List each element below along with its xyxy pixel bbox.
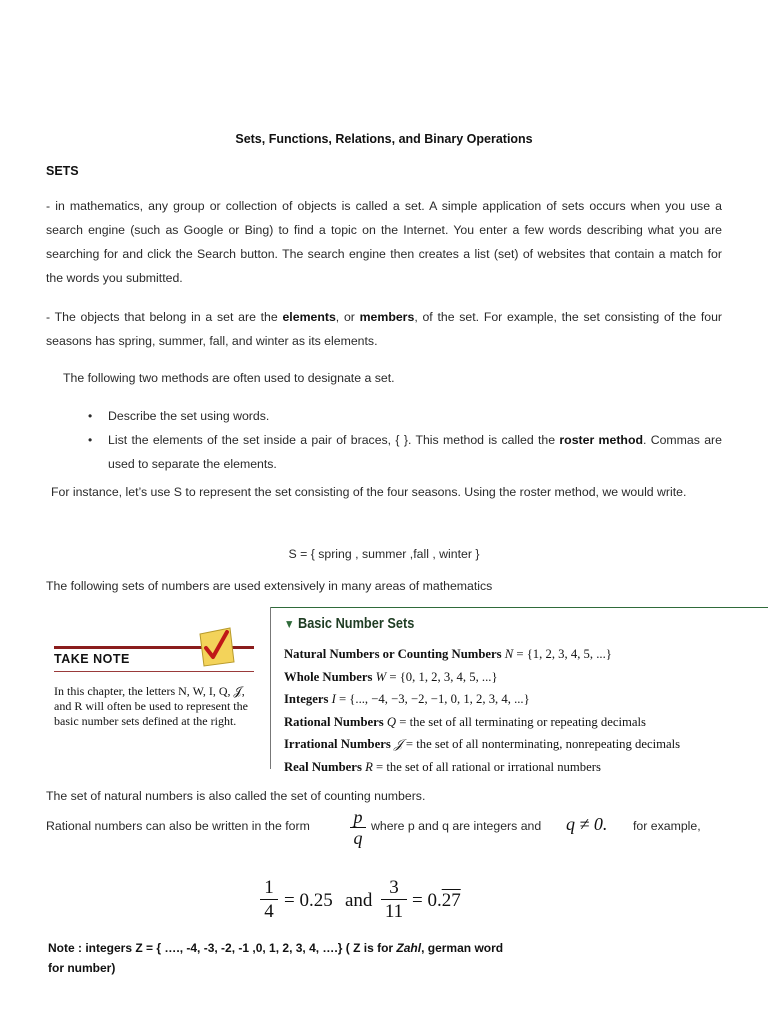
and-word: and (345, 890, 373, 911)
take-note-divider (54, 671, 254, 672)
set-symbol: I (331, 692, 336, 706)
fraction-denominator: 11 (384, 901, 404, 922)
bullet-icon: • (88, 409, 93, 423)
q-not-zero: q ≠ 0. (566, 814, 608, 834)
term-members: members (359, 310, 415, 324)
methods-list (88, 404, 722, 476)
number-sets-title-text: Basic Number Sets (297, 616, 415, 632)
set-name: Irrational Numbers (284, 737, 391, 751)
bullet-icon: • (88, 433, 93, 447)
list-item (284, 688, 754, 711)
set-name: Integers (284, 692, 329, 706)
text-segment: - The objects that belong in a set are the (46, 310, 283, 324)
fraction-denominator: 4 (264, 901, 274, 922)
text-segment: , or (335, 310, 360, 324)
set-definition: = {..., −4, −3, −2, −1, 0, 1, 2, 3, 4, ...} (335, 692, 530, 706)
set-symbol: Q (386, 714, 397, 729)
fraction-numerator: 3 (389, 877, 399, 898)
paragraph-counting: The set of natural numbers is also called the set of counting numbers. (46, 789, 426, 803)
set-symbol: 𝒥 (393, 737, 403, 751)
fraction-denominator: q (353, 828, 363, 848)
fraction-numerator: p (353, 807, 363, 827)
number-sets-list (284, 643, 754, 778)
list-item (284, 711, 754, 734)
list-item (284, 643, 754, 666)
repeating-digits: 27 (441, 890, 461, 911)
paragraph-elements (46, 305, 722, 353)
set-name: Whole Numbers (284, 669, 373, 684)
set-definition: = {0, 1, 2, 3, 4, 5, ...} (386, 669, 498, 684)
section-heading: SETS (46, 164, 79, 178)
set-symbol: W (375, 669, 387, 684)
set-definition: = the set of all terminating or repeating decimals (396, 714, 646, 729)
fraction-bar (381, 899, 407, 900)
take-note-body: In this chapter, the letters N, W, I, Q, 𝒥, and R will often be used to represent the basic number sets defined at the right. (54, 684, 248, 728)
triangle-down-icon: ▼ (284, 617, 295, 631)
fraction-numerator: 1 (264, 877, 274, 898)
set-symbol: R (365, 759, 373, 774)
list-item (88, 404, 722, 428)
paragraph-number-sets: The following sets of numbers are used extensively in many areas of mathematics (46, 579, 493, 593)
fraction-one-quarter (260, 877, 278, 922)
note-zahl: Zahl (396, 941, 422, 955)
paragraph-definition: - in mathematics, any group or collection of objects is called a set. A simple application of sets occurs when you use a search engine (such as Google or Bing) to find a topic on the Internet. You enter a few words describing what you are searching for and click the Search button. The search engine then creates a list (set) of websites that contain a match for the words you submitted. (46, 199, 722, 285)
roster-example: S = { spring , summer ,fall , winter } (288, 547, 480, 561)
fraction-p-over-q (350, 808, 366, 847)
term-roster-method: roster method (559, 433, 643, 447)
integers-note (48, 938, 518, 978)
fraction-bar (260, 899, 278, 900)
paragraph-methods: The following two methods are often used to designate a set. (63, 371, 395, 385)
set-definition: = the set of all rational or irrational numbers (372, 759, 601, 774)
note-text: Note : integers Z = { …., -4, -3, -2, -1 ,0, 1, 2, 3, 4, ….} ( Z is for (48, 941, 397, 955)
page-title: Sets, Functions, Relations, and Binary Operations (235, 132, 533, 146)
number-sets-left-border (270, 607, 271, 769)
decimal-prefix: = 0. (412, 890, 442, 911)
set-name: Real Numbers (284, 759, 362, 774)
list-item (88, 428, 722, 476)
set-definition: = {1, 2, 3, 4, 5, ...} (513, 647, 612, 661)
decimal-value-1: = 0.25 (284, 890, 333, 911)
fraction-three-elevenths (381, 877, 407, 922)
rational-text-2: where p and q are integers and (371, 819, 542, 833)
set-name: Natural Numbers or Counting Numbers (284, 647, 502, 661)
text-segment: , of the set. For example, the set consisting of the four seasons has spring, summer, fall, and winter as its elements. (46, 310, 723, 348)
rational-text-3: for example, (633, 819, 701, 833)
set-symbol: N (504, 647, 514, 661)
list-item-text: . Commas are used to separate the elements. (108, 433, 722, 471)
paragraph-instance: For instance, let’s use S to represent the set consisting of the four seasons. Using the roster method, we would write. (51, 485, 687, 499)
rational-text-1: Rational numbers can also be written in the form (46, 819, 310, 833)
list-item (284, 756, 754, 779)
note-text: , german word for number) (48, 941, 504, 975)
take-note-title: TAKE NOTE (54, 652, 130, 666)
number-sets-top-border (270, 607, 768, 608)
checkmark-icon (196, 626, 236, 668)
number-sets-title (284, 616, 414, 632)
list-item-text: List the elements of the set inside a pair of braces, { }. This method is called the (108, 433, 560, 447)
set-definition: = the set of all nonterminating, nonrepeating decimals (402, 737, 681, 751)
term-elements: elements (282, 310, 336, 324)
set-name: Rational Numbers (284, 714, 384, 729)
list-item (284, 733, 754, 756)
list-item (284, 666, 754, 689)
decimal-value-2 (412, 890, 461, 912)
list-item-text: Describe the set using words. (108, 409, 270, 423)
